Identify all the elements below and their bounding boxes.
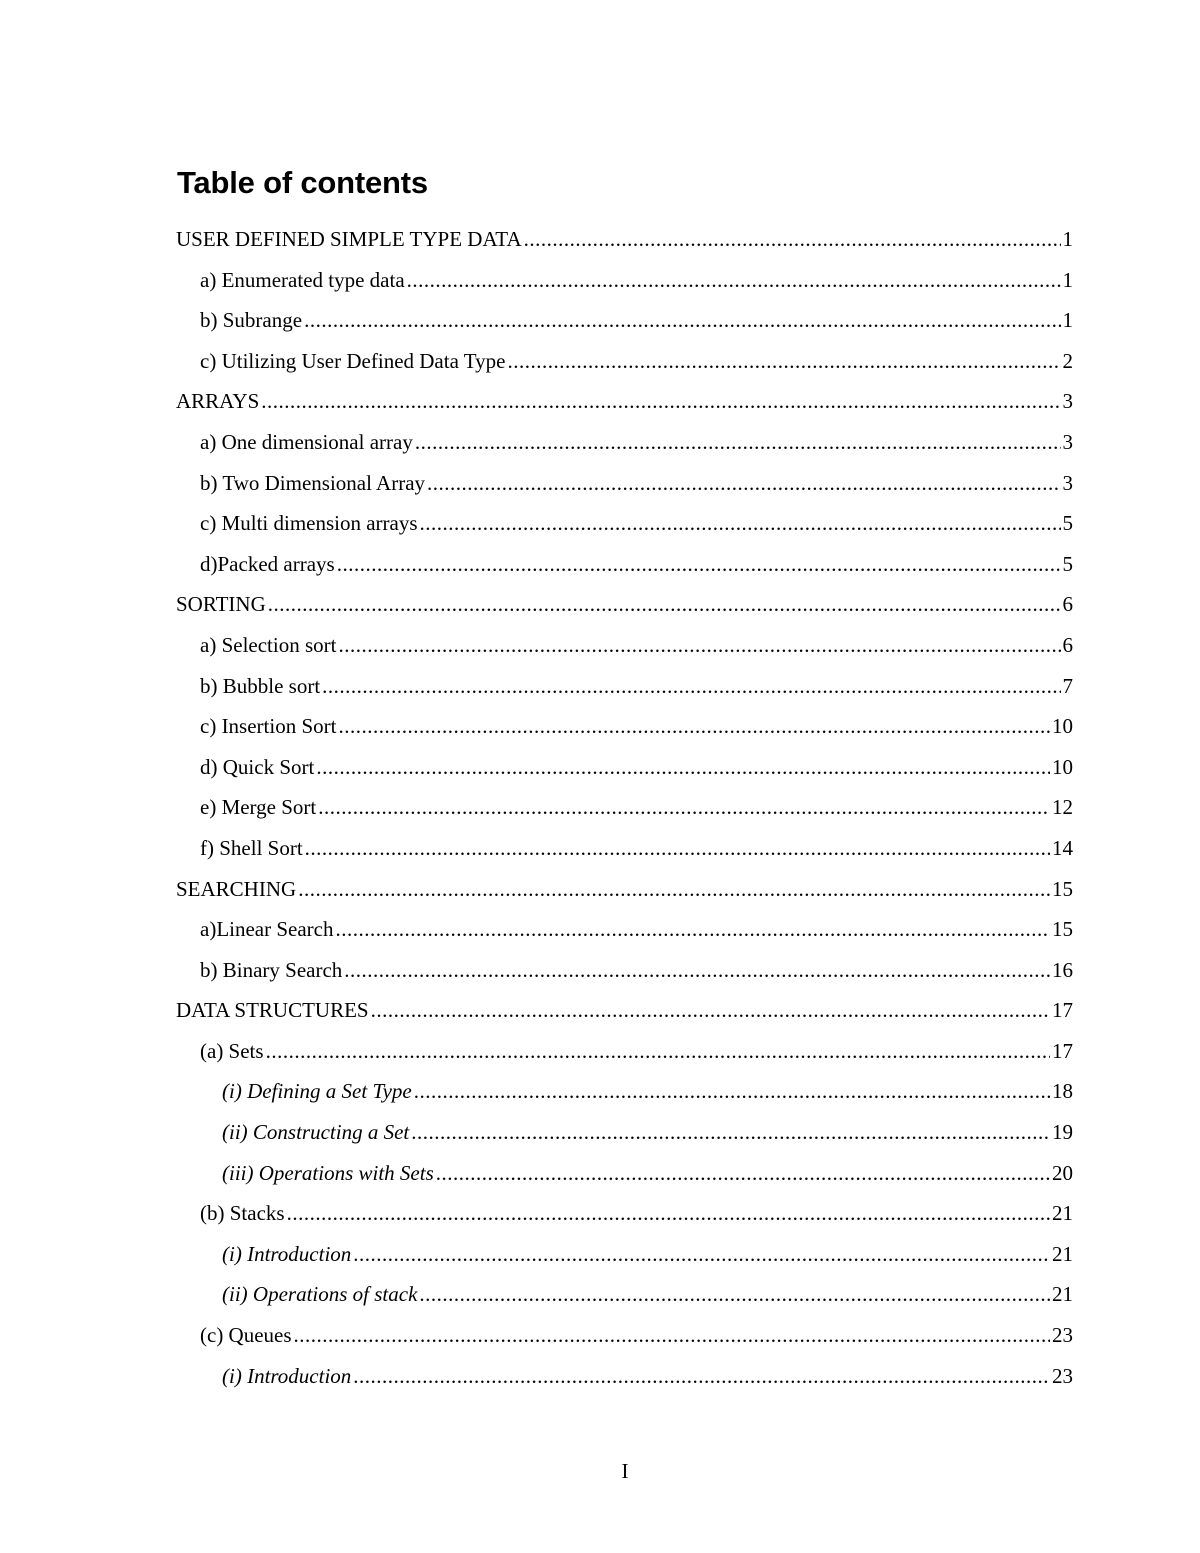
toc-entry-page: 17 xyxy=(1052,1038,1073,1063)
toc-entry[interactable] xyxy=(176,1071,1073,1112)
toc-entry[interactable] xyxy=(176,1315,1073,1356)
toc-entry-page: 19 xyxy=(1052,1120,1073,1145)
toc-entry-text: b) Subrange xyxy=(200,308,303,333)
toc-entry-text: a) One dimensional array xyxy=(200,429,413,454)
toc-entry-text: f) Shell Sort xyxy=(200,835,303,860)
toc-dot-leader xyxy=(322,666,1060,707)
toc-entry-text: USER DEFINED SIMPLE TYPE DATA xyxy=(176,227,522,251)
page-title: Table of contents xyxy=(177,165,428,200)
toc-dot-leader xyxy=(287,1193,1050,1234)
toc-dot-leader xyxy=(427,463,1060,504)
toc-entry-page: 1 xyxy=(1062,227,1073,251)
toc-entry-page: 16 xyxy=(1052,957,1073,982)
toc-entry[interactable] xyxy=(176,1153,1073,1194)
toc-entry-text: a)Linear Search xyxy=(200,917,334,942)
toc-entry-page: 15 xyxy=(1052,917,1073,942)
toc-entry[interactable] xyxy=(176,584,1073,625)
toc-entry-text: (b) Stacks xyxy=(200,1201,285,1226)
toc-entry-text: SORTING xyxy=(176,592,266,617)
toc-dot-leader xyxy=(304,300,1060,341)
toc-entry-page: 18 xyxy=(1052,1079,1073,1104)
toc-dot-leader xyxy=(407,260,1061,301)
toc-entry-text: (i) Defining a Set Type xyxy=(222,1079,412,1104)
toc-entry-page: 21 xyxy=(1052,1282,1073,1307)
toc-entry-page: 15 xyxy=(1052,876,1073,901)
toc-entry-text: d)Packed arrays xyxy=(200,551,335,576)
toc-entry[interactable] xyxy=(176,1356,1073,1397)
toc-entry-text: (ii) Constructing a Set xyxy=(222,1120,410,1145)
toc-dot-leader xyxy=(305,828,1050,869)
toc-dot-leader xyxy=(353,1356,1050,1397)
toc-entry-text: b) Binary Search xyxy=(200,957,343,982)
toc-dot-leader xyxy=(353,1234,1050,1275)
toc-entry[interactable] xyxy=(176,787,1073,828)
toc-entry-page: 1 xyxy=(1062,267,1073,292)
toc-dot-leader xyxy=(436,1153,1050,1194)
toc-entry-page: 5 xyxy=(1062,551,1073,576)
toc-entry-text: (i) Introduction xyxy=(222,1241,352,1266)
toc-entry[interactable] xyxy=(176,990,1073,1031)
toc-entry-page: 23 xyxy=(1052,1323,1073,1348)
toc-entry-text: c) Utilizing User Defined Data Type xyxy=(200,348,506,373)
toc-entry-text: c) Multi dimension arrays xyxy=(200,511,418,536)
toc-entry-text: (c) Queues xyxy=(200,1323,292,1348)
toc-dot-leader xyxy=(266,1031,1050,1072)
toc-entry-text: d) Quick Sort xyxy=(200,754,315,779)
toc-entry[interactable] xyxy=(176,300,1073,341)
toc-entry[interactable] xyxy=(176,463,1073,504)
toc-dot-leader xyxy=(261,381,1060,422)
toc-dot-leader xyxy=(411,1112,1050,1153)
toc-entry[interactable] xyxy=(176,381,1073,422)
toc-dot-leader xyxy=(294,1315,1050,1356)
toc-entry[interactable] xyxy=(176,869,1073,910)
toc-dot-leader xyxy=(298,869,1050,910)
toc-entry-page: 10 xyxy=(1052,714,1073,739)
toc-dot-leader xyxy=(414,1071,1050,1112)
toc-entry[interactable] xyxy=(176,625,1073,666)
toc-entry[interactable] xyxy=(176,1193,1073,1234)
toc-entry[interactable] xyxy=(176,909,1073,950)
toc-entry-page: 12 xyxy=(1052,795,1073,820)
toc-dot-leader xyxy=(420,503,1061,544)
toc-entry[interactable] xyxy=(176,747,1073,788)
toc-entry-page: 3 xyxy=(1062,389,1073,414)
toc-entry-text: b) Two Dimensional Array xyxy=(200,470,426,495)
toc-entry[interactable] xyxy=(176,1274,1073,1315)
toc-entry-page: 6 xyxy=(1062,592,1073,617)
toc-dot-leader xyxy=(507,341,1060,382)
toc-dot-leader xyxy=(344,950,1050,991)
toc-entry-text: e) Merge Sort xyxy=(200,795,317,820)
toc-entry[interactable] xyxy=(176,666,1073,707)
toc-entry[interactable] xyxy=(176,260,1073,301)
toc-entry-page: 1 xyxy=(1062,308,1073,333)
toc-entry[interactable] xyxy=(176,341,1073,382)
toc-entry-page: 7 xyxy=(1062,673,1073,698)
toc-entry-text: (ii) Operations of stack xyxy=(222,1282,418,1307)
toc-entry-page: 3 xyxy=(1062,470,1073,495)
toc-entry-text: c) Insertion Sort xyxy=(200,714,337,739)
toc-entry-page: 3 xyxy=(1062,429,1073,454)
toc-entry[interactable] xyxy=(176,422,1073,463)
toc-dot-leader xyxy=(338,706,1050,747)
toc-entry-page: 21 xyxy=(1052,1201,1073,1226)
toc-entry-text: (a) Sets xyxy=(200,1038,264,1063)
toc-entry[interactable] xyxy=(176,950,1073,991)
toc-dot-leader xyxy=(268,584,1061,625)
toc-entry-text: a) Enumerated type data xyxy=(200,267,405,292)
toc-entry[interactable] xyxy=(176,706,1073,747)
toc-entry-page: 23 xyxy=(1052,1363,1073,1388)
toc-entry-text: ARRAYS xyxy=(176,389,260,414)
toc-entry-page: 6 xyxy=(1062,632,1073,657)
toc-entry-page: 5 xyxy=(1062,511,1073,536)
toc-entry[interactable] xyxy=(176,544,1073,585)
toc-entry-text: (i) Introduction xyxy=(222,1363,352,1388)
toc-entry-page: 21 xyxy=(1052,1241,1073,1266)
toc-entry[interactable] xyxy=(176,219,1073,260)
page-number: I xyxy=(621,1459,629,1483)
toc-entry-page: 20 xyxy=(1052,1160,1073,1185)
toc-dot-leader xyxy=(419,1274,1050,1315)
toc-dot-leader xyxy=(415,422,1061,463)
toc-entry-text: DATA STRUCTURES xyxy=(176,998,369,1023)
toc-entry[interactable] xyxy=(176,1112,1073,1153)
table-of-contents xyxy=(176,219,1073,1396)
toc-entry[interactable] xyxy=(176,1031,1073,1072)
toc-dot-leader xyxy=(371,990,1050,1031)
toc-entry-page: 10 xyxy=(1052,754,1073,779)
toc-entry-page: 17 xyxy=(1052,998,1073,1023)
toc-entry-page: 2 xyxy=(1062,348,1073,373)
toc-dot-leader xyxy=(337,544,1061,585)
toc-entry-page: 14 xyxy=(1052,835,1073,860)
toc-entry-text: (iii) Operations with Sets xyxy=(222,1160,434,1185)
toc-dot-leader xyxy=(338,625,1060,666)
toc-entry-text: b) Bubble sort xyxy=(200,673,321,698)
toc-dot-leader xyxy=(316,747,1050,788)
toc-entry[interactable] xyxy=(176,1234,1073,1275)
toc-dot-leader xyxy=(318,787,1050,828)
toc-entry[interactable] xyxy=(176,503,1073,544)
toc-dot-leader xyxy=(524,219,1061,260)
toc-entry[interactable] xyxy=(176,828,1073,869)
toc-entry-text: SEARCHING xyxy=(176,876,297,901)
toc-entry-text: a) Selection sort xyxy=(200,632,337,657)
toc-dot-leader xyxy=(336,909,1051,950)
